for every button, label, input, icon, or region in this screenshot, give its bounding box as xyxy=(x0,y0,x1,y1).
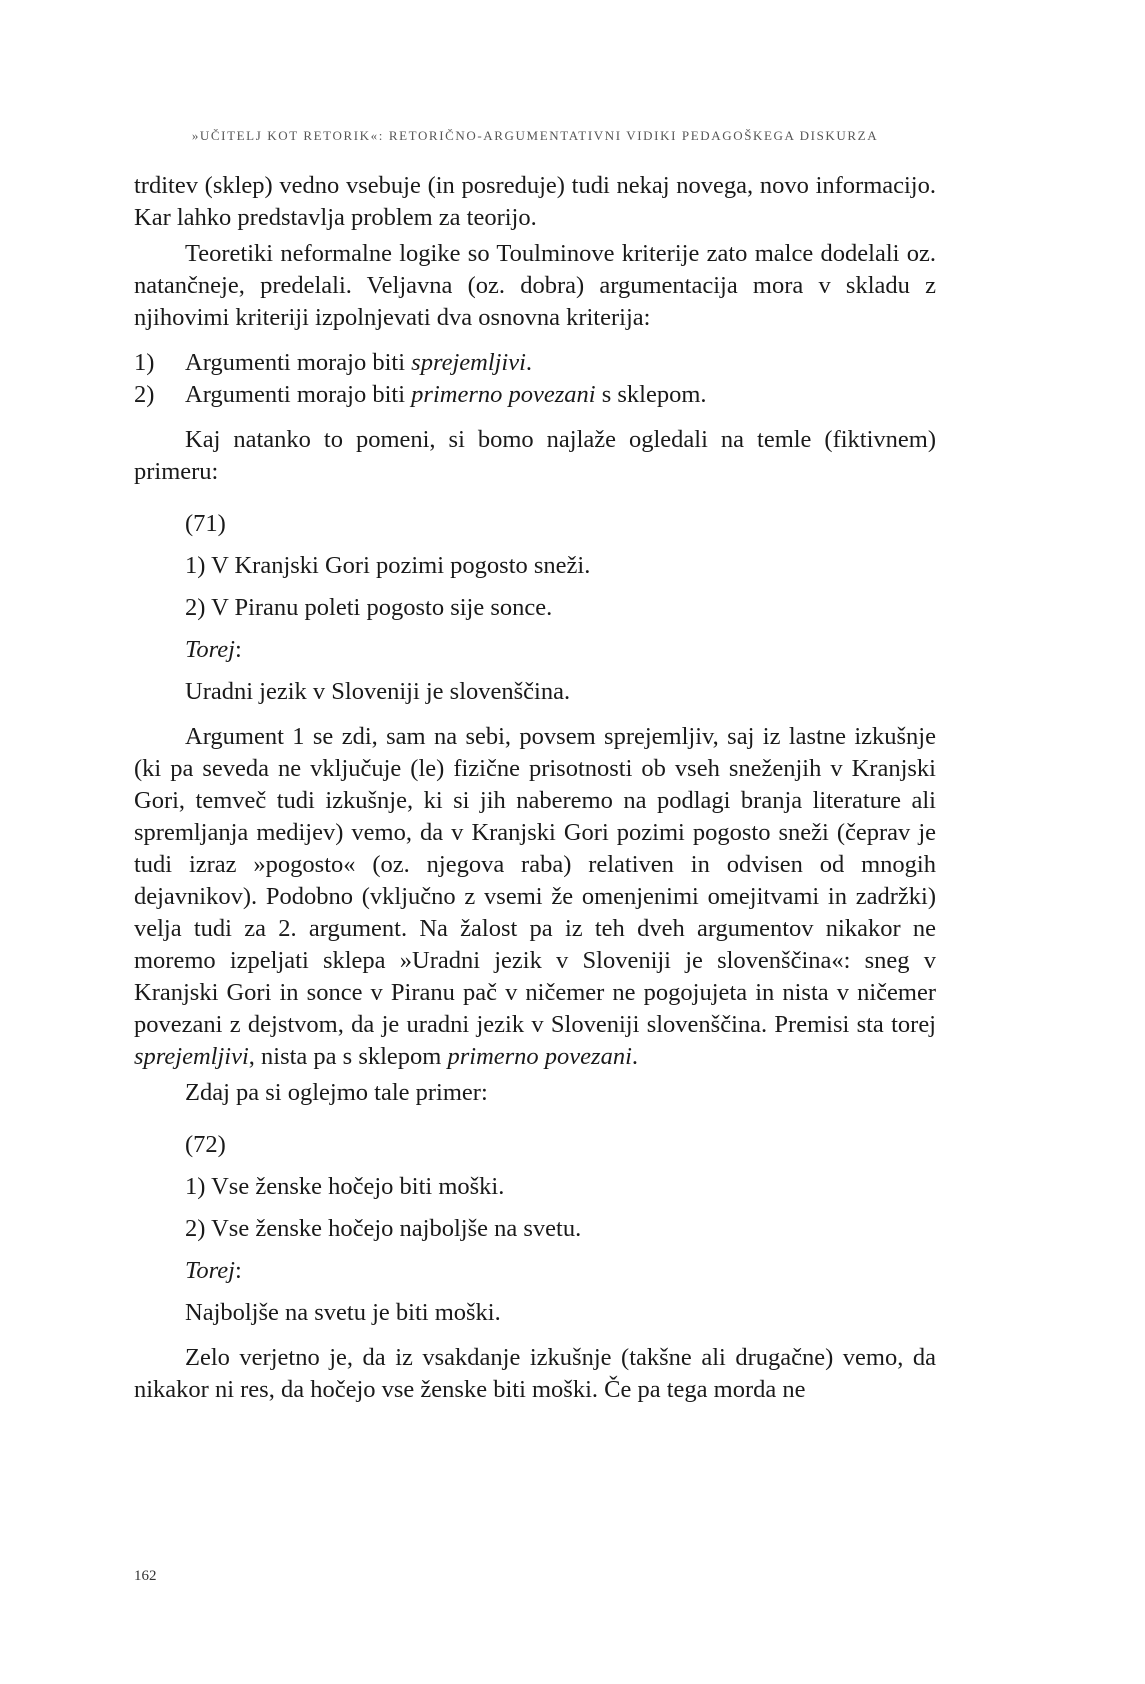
criteria-text: s sklepom. xyxy=(595,381,707,408)
criteria-text: Argumenti morajo biti xyxy=(185,349,412,376)
running-head: »UČITELJ KOT RETORIK«: RETORIČNO-ARGUMENTATIVNI VIDIKI PEDAGOŠKEGA DISKURZA xyxy=(191,128,879,143)
example-71 xyxy=(185,508,936,708)
example-label: (72) xyxy=(185,1131,226,1158)
criteria-number: 1) xyxy=(134,349,155,376)
example-premise: 2) V Piranu poleti pogosto sije sonce. xyxy=(185,594,553,621)
criteria-item xyxy=(134,379,936,411)
example-72 xyxy=(185,1129,936,1329)
page-number: 162 xyxy=(134,1568,157,1584)
example-conclusion: Najboljše na svetu je biti moški. xyxy=(185,1299,501,1326)
example-premise: 1) Vse ženske hočejo biti moški. xyxy=(185,1173,505,1200)
paragraph: Teoretiki neformalne logike so Toulminove kriterije zato malce dodelali oz. natančneje, predelali. Veljavna (oz. dobra) argumentacija mora v skladu z njihovimi kriteriji izpolnjevati dva osnovna kriterija: xyxy=(134,240,936,331)
paragraph: Kaj natanko to pomeni, si bomo najlaže ogledali na temle (fiktivnem) primeru: xyxy=(134,426,936,485)
example-therefore: Torej: xyxy=(185,636,242,663)
body-text xyxy=(134,170,936,1406)
therefore-label: Torej xyxy=(185,636,235,663)
example-therefore: Torej: xyxy=(185,1257,242,1284)
example-label: (71) xyxy=(185,510,226,537)
paragraph: Argument 1 se zdi, sam na sebi, povsem sprejemljiv, saj iz lastne izkušnje (ki pa seveda ne vključuje (le) fizične prisotnosti ob vseh sneženjih v Kranjski Gori, temveč tudi izkušnje, ki si jih naberemo na podlagi branja literature ali spremljanja medijev) vemo, da v Kranjski Gori pozimi pogosto sneži (čeprav je tudi izraz »pogosto« (oz. njegova raba) relativen in odvisen od mnogih dejavnikov). Podobno (vključno z vsemi že omenjenimi omejitvami in zadržki) velja tudi za 2. argument. Na žalost pa iz teh dveh argumentov nikakor ne moremo izpeljati sklepa »Uradni jezik v Sloveniji je slovenščina«: sneg v Kranjski Gori in sonce v Piranu pač v ničemer ne pogojujeta in nista v ničemer povezani z dejstvom, da je uradni jezik v Sloveniji slovenščina. Premisi sta torej sprejemljivi, nista pa s sklepom primerno povezani. xyxy=(134,723,936,1070)
criteria-text: . xyxy=(525,349,533,376)
criteria-text: Argumenti morajo biti xyxy=(185,381,412,408)
criteria-number: 2) xyxy=(134,381,155,408)
example-conclusion: Uradni jezik v Sloveniji je slovenščina. xyxy=(185,678,571,705)
paragraph: Zdaj pa si oglejmo tale primer: xyxy=(185,1079,488,1106)
therefore-label: Torej xyxy=(185,1257,235,1284)
criteria-emphasis: sprejemljivi xyxy=(411,349,526,376)
paragraph: trditev (sklep) vedno vsebuje (in posreduje) tudi nekaj novega, novo informacijo. Kar lahko predstavlja problem za teorijo. xyxy=(134,172,936,231)
example-premise: 1) V Kranjski Gori pozimi pogosto sneži. xyxy=(185,552,591,579)
paragraph: Zelo verjetno je, da iz vsakdanje izkušnje (takšne ali drugačne) vemo, da nikakor ni res, da hočejo vse ženske biti moški. Če pa tega morda ne xyxy=(134,1344,936,1403)
criteria-item xyxy=(134,347,936,379)
criteria-emphasis: primerno povezani xyxy=(411,381,596,408)
criteria-list xyxy=(134,347,936,411)
example-premise: 2) Vse ženske hočejo najboljše na svetu. xyxy=(185,1215,582,1242)
